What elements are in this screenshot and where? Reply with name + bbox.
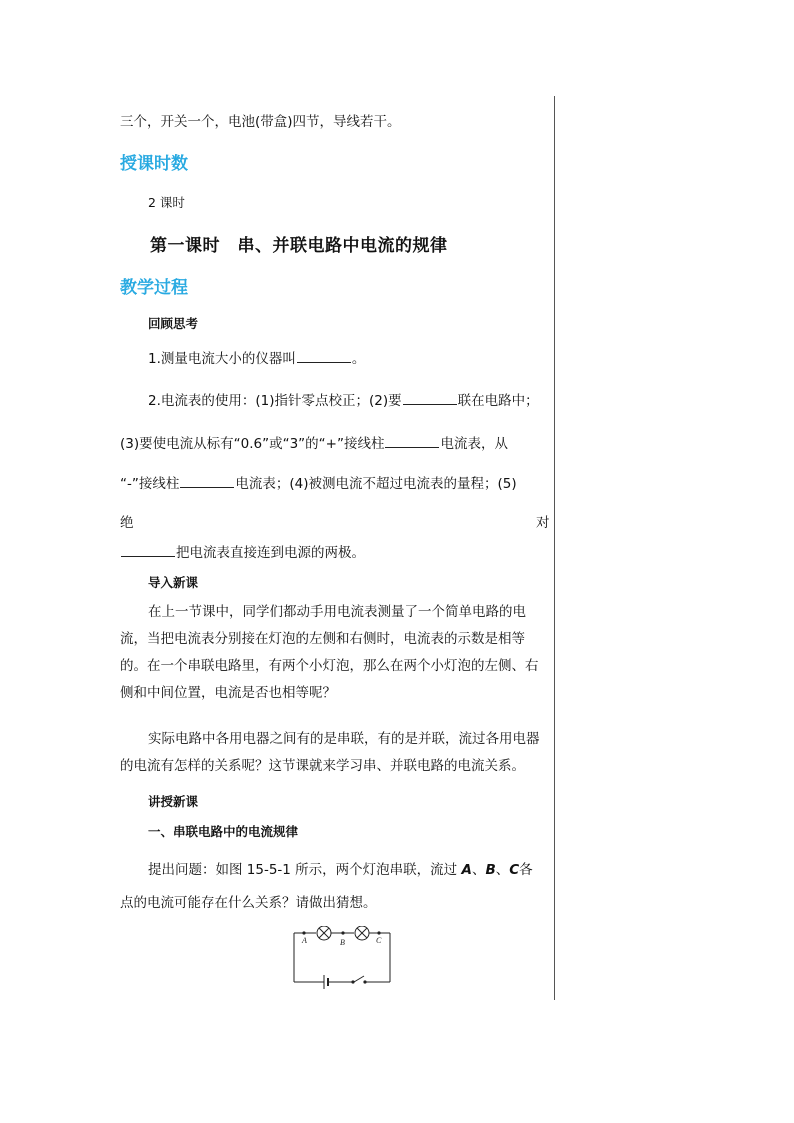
q2-line3-suffix: 电流表；(4)被测电流不超过电流表的量程；(5) [235, 476, 517, 492]
series-circuit-figure [288, 926, 396, 990]
question-2-line-4-left: 绝 [120, 515, 134, 531]
equipment-line: 三个，开关一个，电池(带盒)四节，导线若干。 [120, 114, 401, 130]
question-1-prefix: 1.测量电流大小的仪器叫 [148, 351, 296, 367]
separator: 、 [495, 862, 510, 878]
question-2-line-5 [120, 541, 365, 561]
question-text-end: 各 [519, 862, 533, 878]
point-c: C [509, 862, 520, 878]
intro-paragraph-1: 在上一节课中，同学们都动手用电流表测量了一个简单电路的电流，当把电流表分别接在灯泡的左侧和右侧时，电流表的示数是相等的。在一个串联电路里，有两个小灯泡，那么在两个小灯泡的左侧、右侧和中间位置，电流是否也相等呢？ [120, 604, 539, 701]
label-c: C [376, 936, 382, 945]
review-heading: 回顾思考 [148, 316, 199, 331]
answer-blank [297, 351, 351, 363]
question-text: 提出问题：如图 15-5-1 所示，两个灯泡串联，流过 [148, 862, 462, 878]
node-c [377, 931, 380, 934]
question-2-line-4-right: 对 [536, 515, 550, 531]
question-2-line-3 [120, 472, 517, 492]
q2-line2-suffix: 电流表，从 [440, 436, 508, 452]
page-margin-line [554, 96, 555, 1000]
q2-line2-prefix: (3)要使电流从标有“0.6”或“3”的“+”接线柱 [120, 436, 385, 452]
answer-blank [180, 476, 234, 488]
question-paragraph-line-1 [148, 858, 533, 878]
q2-line5-suffix: 把电流表直接连到电源的两极。 [176, 545, 365, 561]
lesson-title: 第一课时 串、并联电路中电流的规律 [150, 236, 448, 256]
point-b: B [485, 862, 496, 878]
question-2-line-1 [148, 389, 539, 409]
teach-heading: 讲授新课 [148, 794, 199, 809]
q2-line3-prefix: “-”接线柱 [120, 476, 180, 492]
process-heading: 教学过程 [120, 278, 188, 298]
answer-blank [121, 545, 175, 557]
section-1-heading: 一、串联电路中的电流规律 [148, 824, 299, 839]
label-a: A [302, 936, 307, 945]
node-a [302, 931, 305, 934]
question-2-line-2 [120, 432, 508, 452]
answer-blank [385, 436, 439, 448]
q2-line1-prefix: 2.电流表的使用：(1)指针零点校正；(2)要 [148, 393, 402, 409]
answer-blank [403, 393, 457, 405]
intro-paragraph-2: 实际电路中各用电器之间有的是串联，有的是并联，流过各用电器的电流有怎样的关系呢？这节课就来学习串、并联电路的电流关系。 [120, 731, 540, 774]
label-b: B [340, 938, 345, 947]
switch-icon [354, 976, 364, 982]
separator: 、 [471, 862, 486, 878]
q2-line1-suffix: 联在电路中； [457, 393, 539, 409]
point-a: A [461, 862, 472, 878]
question-paragraph-line-2: 点的电流可能存在什么关系？请做出猜想。 [120, 895, 377, 911]
intro-heading: 导入新课 [148, 575, 199, 590]
node-b [341, 931, 344, 934]
question-1-suffix: 。 [351, 351, 366, 367]
question-1 [148, 347, 365, 367]
class-hours-value: 2 课时 [148, 195, 185, 210]
class-hours-heading: 授课时数 [120, 154, 188, 174]
